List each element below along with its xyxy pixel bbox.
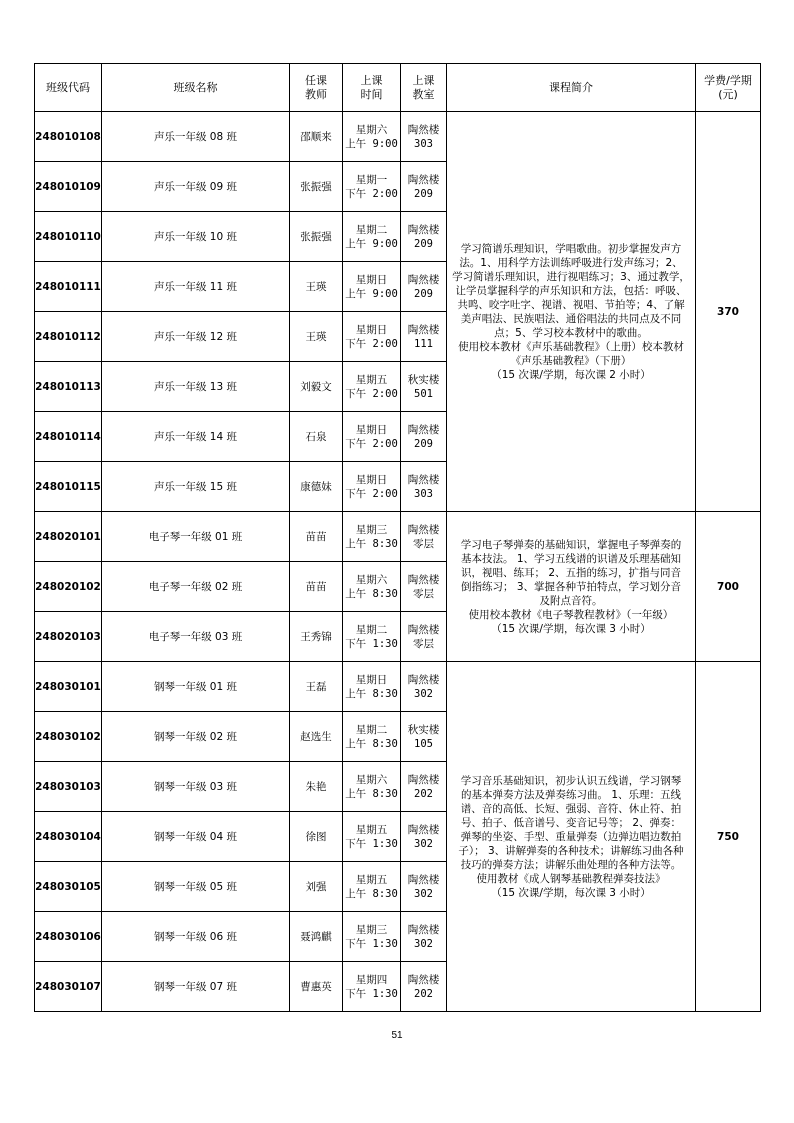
- header-teacher-line1: 任课: [305, 73, 327, 87]
- description-line: 弹琴的坐姿、手型、重量弹奏（边弹边唱边数拍: [460, 830, 682, 843]
- description-line: 学习简谱乐理知识，进行视唱练习；3、通过教学，: [452, 270, 690, 283]
- class-name-cell: 声乐一年级 09 班: [102, 162, 290, 212]
- class-hour: 下午 1:30: [345, 987, 398, 1000]
- class-code-cell: 248030104: [35, 812, 102, 862]
- building-name: 陶然楼: [407, 823, 440, 836]
- classroom-cell: [401, 412, 447, 462]
- description-line: 子）； 3、讲解弹奏的各种技术；讲解练习曲各种: [458, 844, 684, 857]
- class-day: 星期六: [355, 573, 388, 586]
- room-number: 302: [414, 937, 433, 950]
- class-hour: 上午 8:30: [345, 537, 398, 550]
- building-name: 陶然楼: [407, 623, 440, 636]
- class-day: 星期五: [355, 873, 388, 886]
- class-time-cell: [343, 312, 401, 362]
- class-hour: 上午 8:30: [345, 687, 398, 700]
- teacher-cell: 王瑛: [290, 262, 343, 312]
- building-name: 陶然楼: [407, 973, 440, 986]
- teacher-cell: 刘强: [290, 862, 343, 912]
- description-line: 使用校本教材《电子琴教程教材》（一年级）: [468, 608, 674, 621]
- room-number: 零层: [413, 537, 434, 550]
- class-name-cell: 钢琴一年级 01 班: [102, 662, 290, 712]
- table-row: [35, 512, 761, 562]
- class-name-cell: 钢琴一年级 05 班: [102, 862, 290, 912]
- class-time-cell: [343, 412, 401, 462]
- description-line: 谱、音的高低、长短、强弱、音符、休止符、拍: [460, 802, 682, 815]
- class-code-cell: 248010108: [35, 112, 102, 162]
- class-day: 星期日: [355, 273, 388, 286]
- class-time-cell: [343, 162, 401, 212]
- table-body: [35, 112, 761, 1012]
- class-name-cell: 钢琴一年级 03 班: [102, 762, 290, 812]
- class-day: 星期日: [355, 423, 388, 436]
- class-time-cell: [343, 862, 401, 912]
- header-class-code: 班级代码: [35, 64, 102, 112]
- description-line: 使用校本教材《声乐基础教程》（上册）校本教材: [458, 340, 684, 353]
- classroom-cell: [401, 112, 447, 162]
- class-hour: 下午 2:00: [345, 487, 398, 500]
- tuition-fee-cell: 750: [696, 662, 761, 1012]
- classroom-cell: [401, 262, 447, 312]
- class-code-cell: 248010115: [35, 462, 102, 512]
- tuition-fee-cell: 700: [696, 512, 761, 662]
- class-hour: 下午 2:00: [345, 437, 398, 450]
- room-number: 209: [414, 187, 433, 200]
- header-teacher-line2: 教师: [305, 87, 327, 101]
- class-time-cell: [343, 112, 401, 162]
- class-hour: 上午 9:00: [345, 287, 398, 300]
- description-line: 号、拍子、低音谱号、变音记号等； 2、弹奏：: [460, 816, 682, 829]
- class-time-cell: [343, 912, 401, 962]
- building-name: 陶然楼: [407, 573, 440, 586]
- teacher-cell: 石泉: [290, 412, 343, 462]
- class-hour: 上午 8:30: [345, 787, 398, 800]
- class-time-cell: [343, 712, 401, 762]
- description-line: 的基本弹奏方法及弹奏练习曲。 1、乐理：五线: [460, 788, 682, 801]
- class-name-cell: 钢琴一年级 07 班: [102, 962, 290, 1012]
- class-code-cell: 248030103: [35, 762, 102, 812]
- room-number: 209: [414, 287, 433, 300]
- building-name: 陶然楼: [407, 473, 440, 486]
- classroom-cell: [401, 962, 447, 1012]
- class-day: 星期六: [355, 773, 388, 786]
- class-time-cell: [343, 262, 401, 312]
- building-name: 陶然楼: [407, 873, 440, 886]
- description-line: 法。1、用科学方法训练呼吸进行发声练习；2、: [459, 256, 683, 269]
- room-number: 零层: [413, 587, 434, 600]
- class-time-cell: [343, 212, 401, 262]
- room-number: 302: [414, 687, 433, 700]
- class-name-cell: 电子琴一年级 01 班: [102, 512, 290, 562]
- table-row: [35, 662, 761, 712]
- description-line: 美声唱法、民族唱法、通俗唱法的共同点及不同: [460, 312, 682, 325]
- room-number: 209: [414, 237, 433, 250]
- class-hour: 上午 8:30: [345, 887, 398, 900]
- room-number: 105: [414, 737, 433, 750]
- description-line: 及附点音符。: [539, 594, 603, 607]
- class-name-cell: 钢琴一年级 04 班: [102, 812, 290, 862]
- class-name-cell: 声乐一年级 14 班: [102, 412, 290, 462]
- teacher-cell: 张振强: [290, 162, 343, 212]
- teacher-cell: 刘毅文: [290, 362, 343, 412]
- class-name-cell: 电子琴一年级 02 班: [102, 562, 290, 612]
- class-code-cell: 248010110: [35, 212, 102, 262]
- class-code-cell: 248020101: [35, 512, 102, 562]
- classroom-cell: [401, 312, 447, 362]
- teacher-cell: 王瑛: [290, 312, 343, 362]
- header-time-line2: 时间: [360, 87, 383, 101]
- class-time-cell: [343, 612, 401, 662]
- class-code-cell: 248030106: [35, 912, 102, 962]
- header-classroom: [401, 64, 447, 112]
- class-time-cell: [343, 512, 401, 562]
- class-hour: 下午 1:30: [345, 837, 398, 850]
- class-code-cell: 248020103: [35, 612, 102, 662]
- room-number: 零层: [413, 637, 434, 650]
- description-line: 基本技法。 1、学习五线谱的识谱及乐理基础知: [460, 552, 682, 565]
- class-name-cell: 声乐一年级 15 班: [102, 462, 290, 512]
- classroom-cell: [401, 362, 447, 412]
- description-line: （15 次课/学期，每次课 3 小时）: [491, 886, 651, 899]
- class-hour: 下午 2:00: [345, 387, 398, 400]
- teacher-cell: 张振强: [290, 212, 343, 262]
- room-number: 202: [414, 787, 433, 800]
- teacher-cell: 朱艳: [290, 762, 343, 812]
- header-time-line1: 上课: [360, 73, 383, 87]
- teacher-cell: 康德妹: [290, 462, 343, 512]
- header-class-name: 班级名称: [102, 64, 290, 112]
- class-name-cell: 声乐一年级 10 班: [102, 212, 290, 262]
- description-line: 点；5、学习校本教材中的歌曲。: [494, 326, 648, 339]
- description-line: 共鸣、咬字吐字、视谱、视唱、节拍等；4、了解: [457, 298, 685, 311]
- class-day: 星期二: [355, 723, 388, 736]
- teacher-cell: 王秀锦: [290, 612, 343, 662]
- description-line: 识，视唱、练耳； 2、五指的练习，扩指与同音: [460, 566, 682, 579]
- class-code-cell: 248010112: [35, 312, 102, 362]
- class-day: 星期一: [355, 173, 388, 186]
- class-code-cell: 248030105: [35, 862, 102, 912]
- room-number: 302: [414, 887, 433, 900]
- classroom-cell: [401, 612, 447, 662]
- header-teacher: [290, 64, 343, 112]
- class-day: 星期五: [355, 373, 388, 386]
- class-day: 星期日: [355, 323, 388, 336]
- header-fee-line1: 学费/学期: [704, 73, 752, 87]
- description-line: 学习简谱乐理知识，学唱歌曲。初步掌握发声方: [460, 242, 682, 255]
- classroom-cell: [401, 712, 447, 762]
- description-line: 学习电子琴弹奏的基础知识，掌握电子琴弹奏的: [460, 538, 682, 551]
- teacher-cell: 苗苗: [290, 562, 343, 612]
- class-hour: 上午 8:30: [345, 737, 398, 750]
- classroom-cell: [401, 862, 447, 912]
- classroom-cell: [401, 562, 447, 612]
- class-code-cell: 248010113: [35, 362, 102, 412]
- room-number: 209: [414, 437, 433, 450]
- teacher-cell: 聂鸿麒: [290, 912, 343, 962]
- teacher-cell: 赵选生: [290, 712, 343, 762]
- class-name-cell: 钢琴一年级 06 班: [102, 912, 290, 962]
- class-name-cell: 声乐一年级 08 班: [102, 112, 290, 162]
- course-description-cell: [447, 512, 696, 662]
- class-code-cell: 248010114: [35, 412, 102, 462]
- description-line: 让学员掌握科学的声乐知识和方法，包括：呼吸、: [455, 284, 687, 297]
- table-row: [35, 112, 761, 162]
- header-fee-line2: (元): [718, 87, 738, 101]
- class-day: 星期五: [355, 823, 388, 836]
- class-time-cell: [343, 812, 401, 862]
- class-code-cell: 248010111: [35, 262, 102, 312]
- class-day: 星期六: [355, 123, 388, 136]
- tuition-fee-cell: 370: [696, 112, 761, 512]
- class-day: 星期二: [355, 623, 388, 636]
- class-name-cell: 电子琴一年级 03 班: [102, 612, 290, 662]
- building-name: 陶然楼: [407, 323, 440, 336]
- class-day: 星期日: [355, 673, 388, 686]
- header-row: [35, 64, 761, 112]
- building-name: 陶然楼: [407, 423, 440, 436]
- teacher-cell: 邵顺来: [290, 112, 343, 162]
- class-hour: 下午 2:00: [345, 337, 398, 350]
- header-room-line1: 上课: [412, 73, 435, 87]
- teacher-cell: 王磊: [290, 662, 343, 712]
- class-day: 星期三: [355, 523, 388, 536]
- class-hour: 下午 1:30: [345, 637, 398, 650]
- description-line: （15 次课/学期，每次课 3 小时）: [491, 622, 651, 635]
- page-number: 51: [391, 1030, 403, 1041]
- description-line: （15 次课/学期，每次课 2 小时）: [491, 368, 651, 381]
- building-name: 陶然楼: [407, 173, 440, 186]
- room-number: 202: [414, 987, 433, 1000]
- description-line: 倒指练习； 3、掌握各种节拍特点，学习划分音: [460, 580, 682, 593]
- class-time-cell: [343, 562, 401, 612]
- class-time-cell: [343, 662, 401, 712]
- header-tuition-fee: [696, 64, 761, 112]
- teacher-cell: 曹惠英: [290, 962, 343, 1012]
- class-hour: 上午 9:00: [345, 237, 398, 250]
- classroom-cell: [401, 812, 447, 862]
- room-number: 501: [414, 387, 433, 400]
- header-class-time: [343, 64, 401, 112]
- description-line: 使用教材《成人钢琴基础教程弹奏技法》: [476, 872, 666, 885]
- class-code-cell: 248030107: [35, 962, 102, 1012]
- room-number: 303: [414, 137, 433, 150]
- classroom-cell: [401, 162, 447, 212]
- building-name: 陶然楼: [407, 523, 440, 536]
- building-name: 陶然楼: [407, 123, 440, 136]
- building-name: 秋实楼: [407, 373, 440, 386]
- course-description-cell: [447, 662, 696, 1012]
- room-number: 111: [414, 337, 433, 350]
- class-name-cell: 钢琴一年级 02 班: [102, 712, 290, 762]
- class-hour: 下午 2:00: [345, 187, 398, 200]
- teacher-cell: 苗苗: [290, 512, 343, 562]
- class-time-cell: [343, 362, 401, 412]
- building-name: 陶然楼: [407, 673, 440, 686]
- class-name-cell: 声乐一年级 13 班: [102, 362, 290, 412]
- room-number: 303: [414, 487, 433, 500]
- class-code-cell: 248030102: [35, 712, 102, 762]
- class-name-cell: 声乐一年级 12 班: [102, 312, 290, 362]
- room-number: 302: [414, 837, 433, 850]
- building-name: 陶然楼: [407, 923, 440, 936]
- course-schedule-table: [34, 63, 761, 1012]
- class-hour: 上午 8:30: [345, 587, 398, 600]
- class-day: 星期三: [355, 923, 388, 936]
- classroom-cell: [401, 512, 447, 562]
- building-name: 陶然楼: [407, 223, 440, 236]
- class-day: 星期四: [355, 973, 388, 986]
- class-day: 星期日: [355, 473, 388, 486]
- description-line: 学习音乐基础知识，初步认识五线谱，学习钢琴: [460, 774, 682, 787]
- building-name: 陶然楼: [407, 773, 440, 786]
- teacher-cell: 徐图: [290, 812, 343, 862]
- class-code-cell: 248020102: [35, 562, 102, 612]
- course-description-cell: [447, 112, 696, 512]
- classroom-cell: [401, 212, 447, 262]
- class-day: 星期二: [355, 223, 388, 236]
- class-time-cell: [343, 762, 401, 812]
- class-code-cell: 248010109: [35, 162, 102, 212]
- building-name: 陶然楼: [407, 273, 440, 286]
- description-line: 技巧的弹奏方法；讲解乐曲处理的各种方法等。: [460, 858, 682, 871]
- class-name-cell: 声乐一年级 11 班: [102, 262, 290, 312]
- header-room-line2: 教室: [412, 87, 435, 101]
- classroom-cell: [401, 762, 447, 812]
- classroom-cell: [401, 912, 447, 962]
- class-code-cell: 248030101: [35, 662, 102, 712]
- class-time-cell: [343, 962, 401, 1012]
- building-name: 秋实楼: [407, 723, 440, 736]
- class-time-cell: [343, 462, 401, 512]
- description-line: 《声乐基础教程》（下册）: [510, 354, 632, 367]
- classroom-cell: [401, 662, 447, 712]
- class-hour: 上午 9:00: [345, 137, 398, 150]
- header-course-description: 课程简介: [447, 64, 696, 112]
- class-hour: 下午 1:30: [345, 937, 398, 950]
- classroom-cell: [401, 462, 447, 512]
